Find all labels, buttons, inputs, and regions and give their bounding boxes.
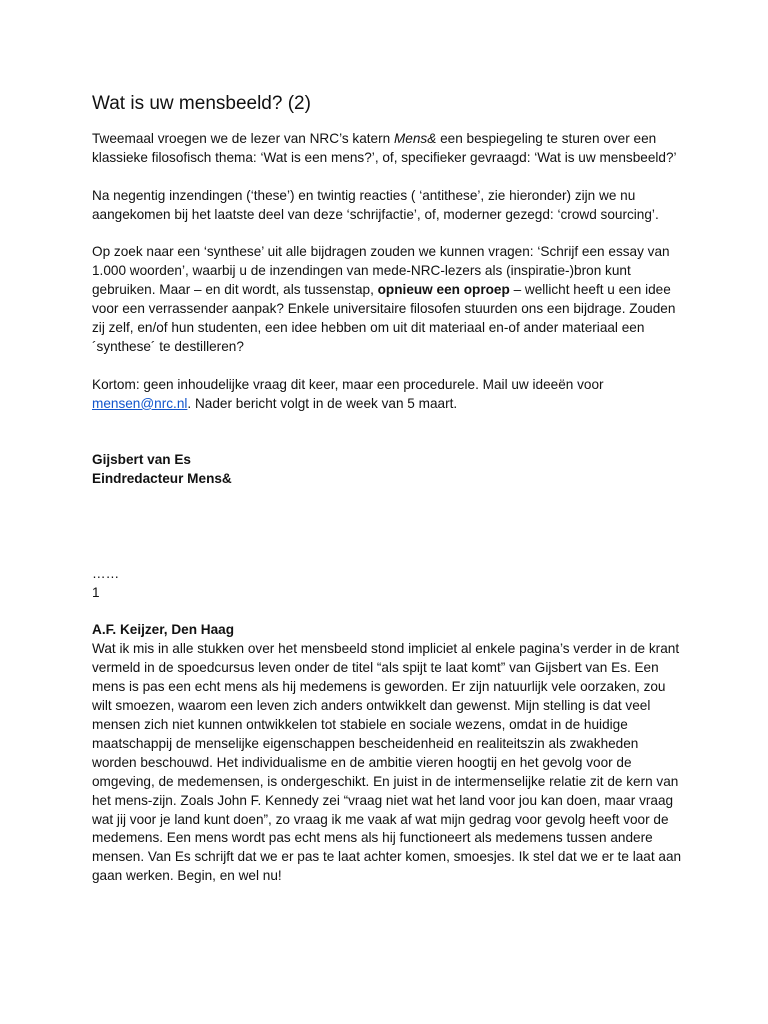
katern-name: Mens&: [393, 131, 437, 146]
signature-role: Eindredacteur Mens&: [92, 471, 232, 487]
email-link[interactable]: mensen@nrc.nl: [92, 395, 188, 411]
request-text-start: Op zoek naar een ‘synthese’ uit alle bijdragen zouden we kunnen vragen: ‘Schrijf een essay van 1.000 woorden’, waarbij u de inzendingen van mede-NRC-lezers als (inspiratie-)bron kunt gebruiken. Maar – en dit wordt, als tussenstap,: [92, 244, 670, 298]
signature-name: Gijsbert van Es: [92, 452, 191, 468]
contact-text-start: Kortom: geen inhoudelijke vraag dit keer, maar een procedurele. Mail uw ideeën voor: [92, 376, 604, 392]
page-title: Wat is uw mensbeeld? (2): [92, 93, 311, 114]
intro-paragraph: [92, 130, 682, 168]
document-body: [92, 92, 682, 886]
call-to-action-bold: opnieuw een oproep: [377, 282, 510, 298]
context-paragraph: Na negentig inzendingen (‘these’) en twintig reacties ( ‘antithese’, zie hieronder) zijn we nu aangekomen bij het laatste deel van deze ‘schrijfactie’, of, moderner gezegd: ‘crowd sourcing’.: [92, 187, 659, 222]
entry-author: A.F. Keijzer, Den Haag: [92, 622, 235, 638]
spacer: [92, 489, 682, 565]
contact-text-end: . Nader bericht volgt in de week van 5 maart.: [187, 395, 458, 411]
separator-dots: ……: [92, 565, 120, 581]
entry-text: Wat ik mis in alle stukken over het mensbeeld stond impliciet al enkele pagina’s verder in de krant vermeld in de spoedcursus leven onder de titel “als spijt te laat komt” van Gijsbert van Es. Een mens is pas een echt mens als hij medemens is geworden. Er zijn natuurlijk vele oorzaken, zou wilt smoezen, waarom een leven zich anders ontwikkelt dan gewenst. Mijn stelling is dat veel mensen zich niet kunnen ontwikkelen tot stabiele en sociale wezens, omdat in de huidige maatschappij de menselijke eigenschappen bescheidenheid en realiteitszin als zwakheden worden beschouwd. Het individualisme en de ambitie vieren hoogtij en het gevolg voor de omgeving, de medemensen, is ondergeschikt. En juist in de intermenselijke relatie zit de kern van het mens-zijn. Zoals John F. Kennedy zei “vraag niet wat het land voor jou kan doen, maar vraag wat jij voor je land kunt doen”, zo vraag ik me vaak af wat mijn gedrag voor gevolg heeft voor de medemens. Een mens wordt pas echt mens als hij functioneert als medemens tussen andere mensen. Van Es schrijft dat we er pas te laat achter komen, smoesjes. Ik stel dat we er te laat aan gaan werken. Begin, en wel nu!: [92, 641, 682, 884]
entry-number: 1: [92, 584, 100, 600]
request-text-end: – wellicht heeft u een idee voor een verrassender aanpak? Enkele universitaire filosofen stuurden ons een bijdrage. Zouden zij zelf, en/of hun studenten, een idee hebben om uit dit materiaal en-of ander materiaal een ´synthese´ te destilleren?: [92, 282, 676, 354]
intro-text-end: een bespiegeling te sturen over een klassieke filosofisch thema: ‘Wat is een mens?’, of, specifieker gevraagd: ‘Wat is uw mensbeeld?’: [92, 131, 677, 165]
request-paragraph: [92, 243, 682, 356]
intro-text-start: Tweemaal vroegen we de lezer van NRC’s katern: [92, 131, 394, 146]
contact-paragraph: [92, 376, 682, 414]
spacer: [92, 432, 682, 451]
